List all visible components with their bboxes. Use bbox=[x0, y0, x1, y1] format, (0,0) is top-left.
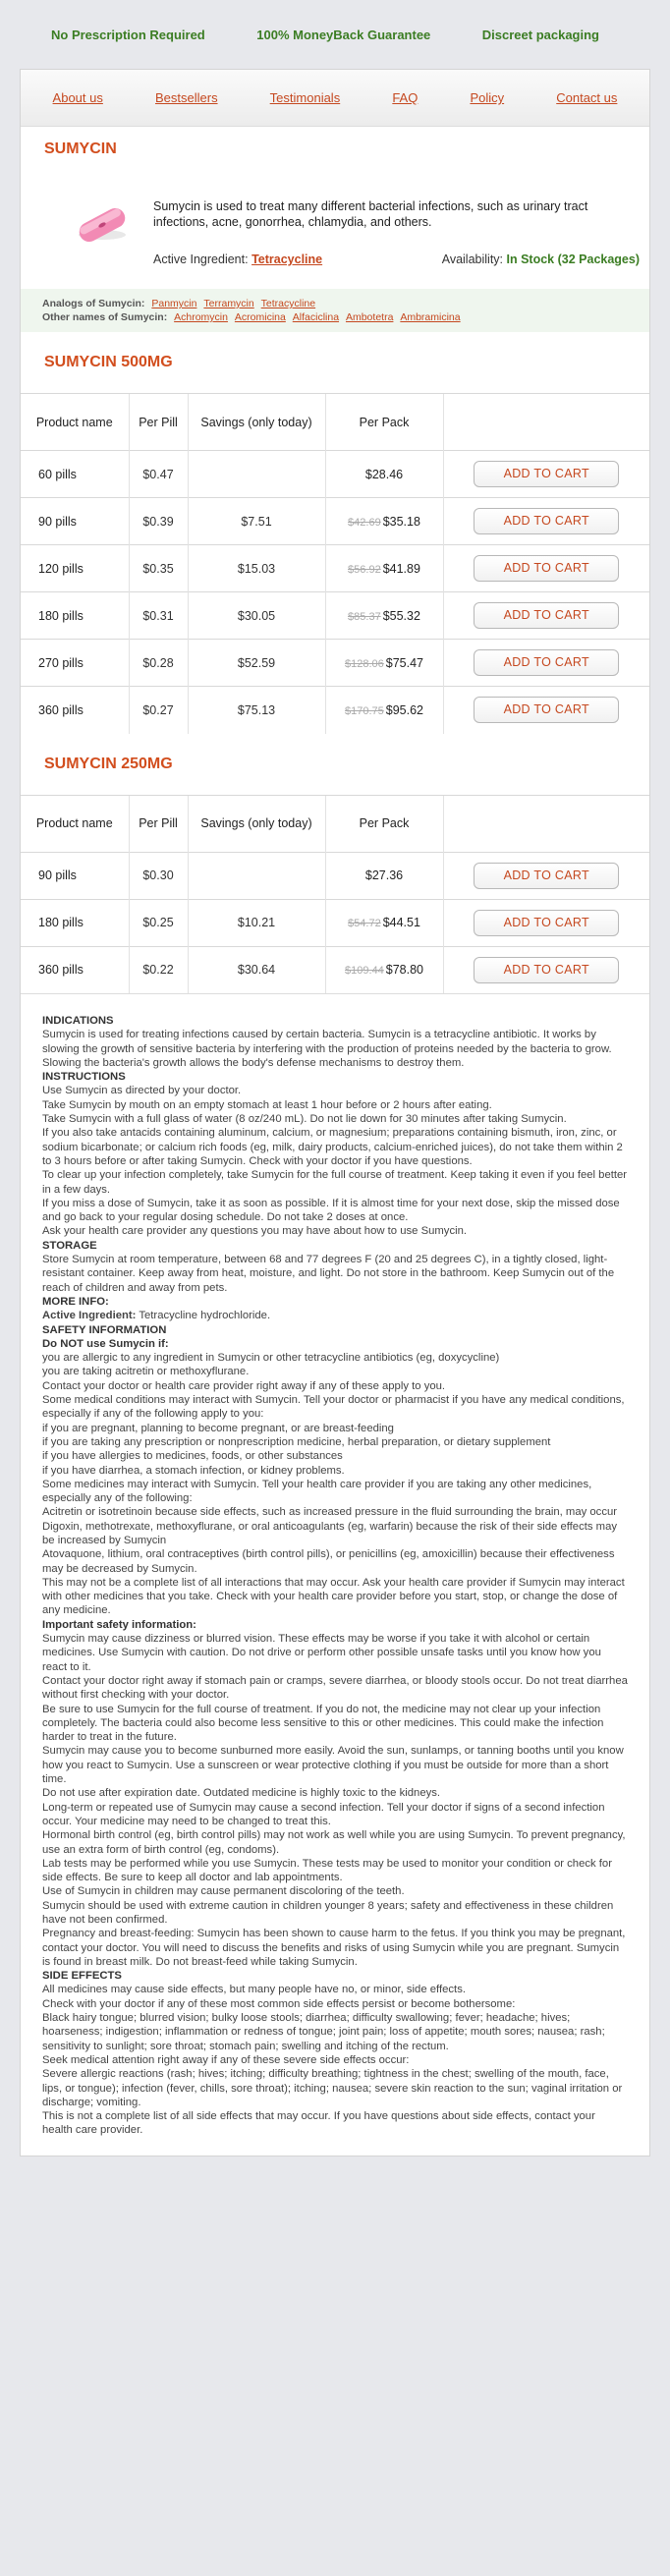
info-paragraph: Pregnancy and breast-feeding: Sumycin has been shown to cause harm to the fetus. If you think you may be pregnant, contact your doctor. You will need to discuss the benefits and risks of using Sumycin while you are pregnant. Sumycin is found in breast milk. Do not breast-feed while taking Sumycin. bbox=[42, 1928, 626, 1968]
product-meta bbox=[153, 252, 640, 266]
column-header: Savings (only today) bbox=[188, 795, 325, 852]
info-paragraph: Severe allergic reactions (rash; hives; itching; difficulty breathing; tightness in the chest; swelling of the mouth, face, lips, or tongue); infection (fever, chills, sore throat); itching; nausea; severe skin reaction to the sun; vaginal irritation or discharge; vomiting. bbox=[42, 2068, 623, 2108]
pill-count: 180 pills bbox=[21, 899, 129, 946]
info-paragraph: Contact your doctor right away if stomach pain or cramps, severe diarrhea, or bloody stools occur. Do not treat diarrhea without first checking with your doctor. bbox=[42, 1674, 628, 1702]
current-price: $75.47 bbox=[385, 655, 423, 670]
column-header: Product name bbox=[21, 394, 129, 451]
per-pill-price: $0.28 bbox=[129, 640, 188, 687]
pack-price bbox=[325, 852, 443, 899]
info-paragraph: if you have diarrhea, a stomach infection, or kidney problems. bbox=[42, 1464, 345, 1477]
nav-faq[interactable]: FAQ bbox=[392, 90, 419, 105]
page-container bbox=[20, 69, 650, 2156]
section-heading: STORAGE bbox=[42, 1239, 97, 1252]
price-table-header bbox=[21, 394, 649, 451]
old-price: $109.44 bbox=[345, 965, 384, 978]
section-heading: Do NOT use Sumycin if: bbox=[42, 1337, 169, 1350]
cart-cell bbox=[443, 640, 649, 687]
dosage-sections bbox=[21, 332, 649, 993]
table-row bbox=[21, 451, 649, 498]
info-paragraph: Contact your doctor or health care provider right away if any of these apply to you. bbox=[42, 1379, 446, 1392]
section-heading: SAFETY INFORMATION bbox=[42, 1323, 167, 1336]
pill-count: 360 pills bbox=[21, 687, 129, 734]
savings bbox=[188, 852, 325, 899]
product-title: SUMYCIN bbox=[44, 140, 117, 157]
per-pill-price: $0.27 bbox=[129, 687, 188, 734]
other-name-link[interactable]: Acromicina bbox=[234, 311, 286, 323]
section-heading: INDICATIONS bbox=[42, 1015, 114, 1027]
info-paragraph: Acitretin or isotretinoin because side effects, such as increased pressure in the fluid surrounding the brain, may occur bbox=[42, 1506, 618, 1519]
old-price: $54.72 bbox=[348, 918, 381, 929]
current-price: $95.62 bbox=[385, 702, 423, 717]
info-paragraph: Sumycin is used for treating infections caused by certain bacteria. Sumycin is a tetracycline antibiotic. It works by slowing the growth of sensitive bacteria by interfering with the production of proteins needed by the bacteria to grow. Slowing the bacteria's growth allows the body's defense mechanisms to destroy them. bbox=[42, 1029, 612, 1069]
add-to-cart-button[interactable]: ADD TO CART bbox=[474, 555, 619, 582]
column-header bbox=[443, 394, 649, 451]
price-table bbox=[21, 795, 649, 994]
per-pill-price: $0.47 bbox=[129, 451, 188, 498]
other-name-link[interactable]: Ambotetra bbox=[345, 311, 394, 323]
current-price: $35.18 bbox=[382, 514, 420, 529]
savings: $75.13 bbox=[188, 687, 325, 734]
column-header: Per Pill bbox=[129, 795, 188, 852]
pack-price bbox=[325, 899, 443, 946]
pack-price bbox=[325, 498, 443, 545]
add-to-cart-button[interactable]: ADD TO CART bbox=[474, 863, 619, 889]
info-paragraph: Long-term or repeated use of Sumycin may cause a second infection. Tell your doctor if signs of a second infection occur. Your medicine may need to be changed to treat this. bbox=[42, 1801, 605, 1827]
dosage-title: SUMYCIN 250MG bbox=[44, 755, 173, 772]
column-header: Per Pack bbox=[325, 795, 443, 852]
pack-price bbox=[325, 687, 443, 734]
section-heading: MORE INFO: bbox=[42, 1295, 109, 1308]
column-header: Per Pack bbox=[325, 394, 443, 451]
cart-cell bbox=[443, 946, 649, 993]
per-pill-price: $0.31 bbox=[129, 592, 188, 640]
info-key-value bbox=[42, 1309, 628, 1322]
info-paragraph: Sumycin may cause dizziness or blurred vision. These effects may be worse if you take it with alcohol or certain medicines. Use Sumycin with caution. Do not drive or perform other possible unsafe tasks until you know how you react to it. bbox=[42, 1633, 601, 1673]
info-paragraph: Some medicines may interact with Sumycin. Tell your health care provider if you are taking any other medicines, especially any of the following: bbox=[42, 1478, 592, 1505]
info-paragraph: Store Sumycin at room temperature, between 68 and 77 degrees F (20 and 25 degrees C), in a tightly closed, light-resistant container. Keep away from heat, moisture, and light. Do not store in the bathroom. Keep Sumycin out of the reach of children and away from pets. bbox=[42, 1254, 615, 1294]
other-name-link[interactable]: Ambramicina bbox=[400, 311, 461, 323]
info-paragraph: Be sure to use Sumycin for the full course of treatment. If you do not, the medicine may not clear up your infection completely. The bacteria could also become less sensitive to this or other medicines. This could make the infection harder to treat in the future. bbox=[42, 1703, 604, 1744]
nav-bestsellers[interactable]: Bestsellers bbox=[154, 90, 218, 105]
table-row bbox=[21, 687, 649, 734]
guarantee-no-prescription: No Prescription Required bbox=[51, 27, 205, 42]
pack-price bbox=[325, 545, 443, 592]
per-pill-price: $0.25 bbox=[129, 899, 188, 946]
old-price: $170.75 bbox=[345, 704, 384, 717]
add-to-cart-button[interactable]: ADD TO CART bbox=[474, 697, 619, 723]
ingredient-link[interactable]: Tetracycline bbox=[251, 252, 323, 266]
info-paragraph: you are taking acitretin or methoxyflurane. bbox=[42, 1366, 250, 1378]
info-paragraph: if you are pregnant, planning to become pregnant, or are breast-feeding bbox=[42, 1422, 394, 1434]
current-price: $44.51 bbox=[382, 916, 420, 929]
other-name-link[interactable]: Alfaciclina bbox=[292, 311, 340, 323]
cart-cell bbox=[443, 852, 649, 899]
cart-cell bbox=[443, 545, 649, 592]
column-header bbox=[443, 795, 649, 852]
guarantee-discreet: Discreet packaging bbox=[481, 27, 599, 42]
table-row bbox=[21, 545, 649, 592]
info-paragraph: Check with your doctor if any of these most common side effects persist or become bothersome: bbox=[42, 1997, 516, 2010]
info-paragraph: Use of Sumycin in children may cause permanent discoloring of the teeth. bbox=[42, 1885, 405, 1898]
info-paragraph: if you have allergies to medicines, foods, or other substances bbox=[42, 1450, 343, 1463]
info-paragraph: Take Sumycin by mouth on an empty stomach at least 1 hour before or 2 hours after eating. bbox=[42, 1098, 492, 1111]
cart-cell bbox=[443, 899, 649, 946]
current-price: $27.36 bbox=[364, 868, 404, 882]
savings: $10.21 bbox=[188, 899, 325, 946]
add-to-cart-button[interactable]: ADD TO CART bbox=[474, 602, 619, 629]
add-to-cart-button[interactable]: ADD TO CART bbox=[474, 910, 619, 936]
old-price: $56.92 bbox=[348, 563, 381, 576]
cart-cell bbox=[443, 687, 649, 734]
analog-link[interactable]: Panmycin bbox=[151, 298, 197, 309]
per-pill-price: $0.39 bbox=[129, 498, 188, 545]
add-to-cart-button[interactable]: ADD TO CART bbox=[474, 508, 619, 534]
other-name-link[interactable]: Achromycin bbox=[174, 311, 228, 323]
old-price: $85.37 bbox=[348, 610, 381, 623]
per-pill-price: $0.35 bbox=[129, 545, 188, 592]
info-paragraph: you are allergic to any ingredient in Sumycin or other tetracycline antibiotics (eg, doxycycline) bbox=[42, 1352, 500, 1365]
info-paragraph: This is not a complete list of all side effects that may occur. If you have questions about side effects, contact your health care provider. bbox=[42, 2110, 595, 2137]
pack-price bbox=[325, 640, 443, 687]
table-row bbox=[21, 946, 649, 993]
info-paragraph: Black hairy tongue; blurred vision; bulky loose stools; diarrhea; difficulty swallowing; fever; headache; hives; hoarseness; indigestion; inflammation or redness of tongue; joint pain; loss of appetite; mouth sores; nausea; rash; sensitivity to sunlight; sore throat; stomach pain; swelling and itching of the rectum. bbox=[42, 2012, 605, 2052]
info-paragraph: Sumycin may cause you to become sunburned more easily. Avoid the sun, sunlamps, or tanning booths until you know how you react to Sumycin. Use a sunscreen or wear protective clothing if you must be outside for more than a short time. bbox=[42, 1745, 624, 1786]
product-header bbox=[21, 127, 649, 289]
per-pill-price: $0.30 bbox=[129, 852, 188, 899]
ingredient-label: Active Ingredient: bbox=[153, 252, 249, 266]
table-row bbox=[21, 899, 649, 946]
section-heading: INSTRUCTIONS bbox=[42, 1071, 126, 1084]
pill-count: 60 pills bbox=[21, 451, 129, 498]
info-paragraph: Atovaquone, lithium, oral contraceptives (birth control pills), or penicillins (eg, amoxicillin) because their effectiveness may be decreased by Sumycin. bbox=[42, 1548, 615, 1575]
add-to-cart-button[interactable]: ADD TO CART bbox=[474, 461, 619, 487]
pill-count: 360 pills bbox=[21, 946, 129, 993]
other-names-label: Other names of Sumycin: bbox=[42, 311, 168, 323]
info-paragraph: if you are taking any prescription or nonprescription medicine, herbal preparation, or dietary supplement bbox=[42, 1435, 551, 1448]
savings: $7.51 bbox=[188, 498, 325, 545]
pack-price bbox=[325, 946, 443, 993]
info-paragraph: Take Sumycin with a full glass of water (8 oz/240 mL). Do not lie down for 30 minutes after taking Sumycin. bbox=[42, 1113, 567, 1126]
info-paragraph: Hormonal birth control (eg, birth control pills) may not work as well while you are using Sumycin. To prevent pregnancy, use an extra form of birth control (eg, condoms). bbox=[42, 1829, 626, 1856]
savings: $30.05 bbox=[188, 592, 325, 640]
current-price: $41.89 bbox=[382, 561, 420, 576]
info-paragraph: All medicines may cause side effects, but many people have no, or minor, side effects. bbox=[42, 1984, 466, 1996]
pill-count: 90 pills bbox=[21, 498, 129, 545]
section-heading: Important safety information: bbox=[42, 1618, 196, 1631]
current-price: $28.46 bbox=[364, 467, 404, 481]
info-paragraph: To clear up your infection completely, take Sumycin for the full course of treatment. Keep taking it even if you feel better in a few days. bbox=[42, 1169, 628, 1196]
availability-label: Availability: bbox=[441, 252, 504, 266]
dosage-title: SUMYCIN 500MG bbox=[44, 354, 173, 370]
info-key: Active Ingredient: bbox=[42, 1310, 137, 1322]
cart-cell bbox=[443, 498, 649, 545]
info-paragraph: Digoxin, methotrexate, methoxyflurane, or oral anticoagulants (eg, warfarin) because the risk of their side effects may be increased by Sumycin bbox=[42, 1520, 618, 1546]
old-price: $42.69 bbox=[348, 516, 381, 529]
info-paragraph: Use Sumycin as directed by your doctor. bbox=[42, 1085, 242, 1097]
pill-count: 120 pills bbox=[21, 545, 129, 592]
current-price: $55.32 bbox=[382, 608, 420, 623]
add-to-cart-button[interactable]: ADD TO CART bbox=[474, 957, 619, 983]
analogs-box bbox=[21, 289, 649, 332]
info-paragraph: Sumycin should be used with extreme caution in children younger 8 years; safety and effectiveness in these children have not been confirmed. bbox=[42, 1899, 614, 1926]
info-paragraph: This may not be a complete list of all interactions that may occur. Ask your health care provider if Sumycin may interact with other medicines that you take. Check with your health care provider before you start, stop, or change the dose of any medicine. bbox=[42, 1576, 625, 1617]
nav-contact-us[interactable]: Contact us bbox=[556, 90, 618, 105]
table-row bbox=[21, 640, 649, 687]
pill-count: 90 pills bbox=[21, 852, 129, 899]
savings: $52.59 bbox=[188, 640, 325, 687]
table-row bbox=[21, 592, 649, 640]
column-header: Savings (only today) bbox=[188, 394, 325, 451]
table-row bbox=[21, 852, 649, 899]
nav-testimonials[interactable]: Testimonials bbox=[269, 90, 341, 105]
savings: $15.03 bbox=[188, 545, 325, 592]
info-paragraph: Ask your health care provider any questions you may have about how to use Sumycin. bbox=[42, 1225, 468, 1238]
cart-cell bbox=[443, 451, 649, 498]
guarantee-moneyback: 100% MoneyBack Guarantee bbox=[256, 27, 431, 42]
column-header: Per Pill bbox=[129, 394, 188, 451]
analog-link[interactable]: Tetracycline bbox=[260, 298, 316, 309]
pill-count: 180 pills bbox=[21, 592, 129, 640]
savings: $30.64 bbox=[188, 946, 325, 993]
pill-count: 270 pills bbox=[21, 640, 129, 687]
info-paragraph: Do not use after expiration date. Outdated medicine is highly toxic to the kidneys. bbox=[42, 1787, 441, 1800]
main-nav bbox=[21, 70, 649, 127]
info-paragraph: If you miss a dose of Sumycin, take it as soon as possible. If it is almost time for your next dose, skip the missed dose and go back to your regular dosing schedule. Do not take 2 doses at once. bbox=[42, 1197, 620, 1224]
analog-link[interactable]: Terramycin bbox=[203, 298, 254, 309]
add-to-cart-button[interactable]: ADD TO CART bbox=[474, 649, 619, 676]
info-paragraph: Lab tests may be performed while you use Sumycin. These tests may be used to monitor your condition or check for side effects. Be sure to keep all doctor and lab appointments. bbox=[42, 1857, 612, 1884]
info-paragraph: If you also take antacids containing aluminum, calcium, or magnesium; preparations containing bismuth, iron, zinc, or sodium bicarbonate; or calcium rich foods (eg, milk, dairy products, calcium-enriched juices), do not take them within 2 to 3 hours before or after taking Sumycin. Check with your doctor if you have questions. bbox=[42, 1127, 623, 1167]
savings bbox=[188, 451, 325, 498]
nav-about-us[interactable]: About us bbox=[52, 90, 103, 105]
analogs-label: Analogs of Sumycin: bbox=[42, 298, 145, 309]
product-description: Sumycin is used to treat many different bacterial infections, such as urinary tract infections, acne, gonorrhea, chlamydia, and others. bbox=[153, 199, 588, 229]
old-price: $128.06 bbox=[345, 657, 384, 670]
table-row bbox=[21, 498, 649, 545]
column-header: Product name bbox=[21, 795, 129, 852]
guarantee-bar bbox=[0, 0, 670, 69]
info-paragraph: Seek medical attention right away if any of these severe side effects occur: bbox=[42, 2053, 410, 2066]
section-heading: SIDE EFFECTS bbox=[42, 1970, 122, 1983]
info-paragraph: Some medical conditions may interact with Sumycin. Tell your doctor or pharmacist if you have any medical conditions, especially if any of the following apply to you: bbox=[42, 1394, 625, 1421]
product-information bbox=[21, 993, 649, 2156]
pack-price bbox=[325, 451, 443, 498]
per-pill-price: $0.22 bbox=[129, 946, 188, 993]
price-table-header bbox=[21, 795, 649, 852]
pink-pill-icon bbox=[68, 205, 137, 245]
current-price: $78.80 bbox=[385, 963, 423, 978]
pack-price bbox=[325, 592, 443, 640]
info-value: Tetracycline hydrochloride. bbox=[136, 1310, 271, 1322]
cart-cell bbox=[443, 592, 649, 640]
price-table bbox=[21, 393, 649, 734]
nav-policy[interactable]: Policy bbox=[470, 90, 505, 105]
availability-status: In Stock (32 Packages) bbox=[506, 252, 640, 266]
